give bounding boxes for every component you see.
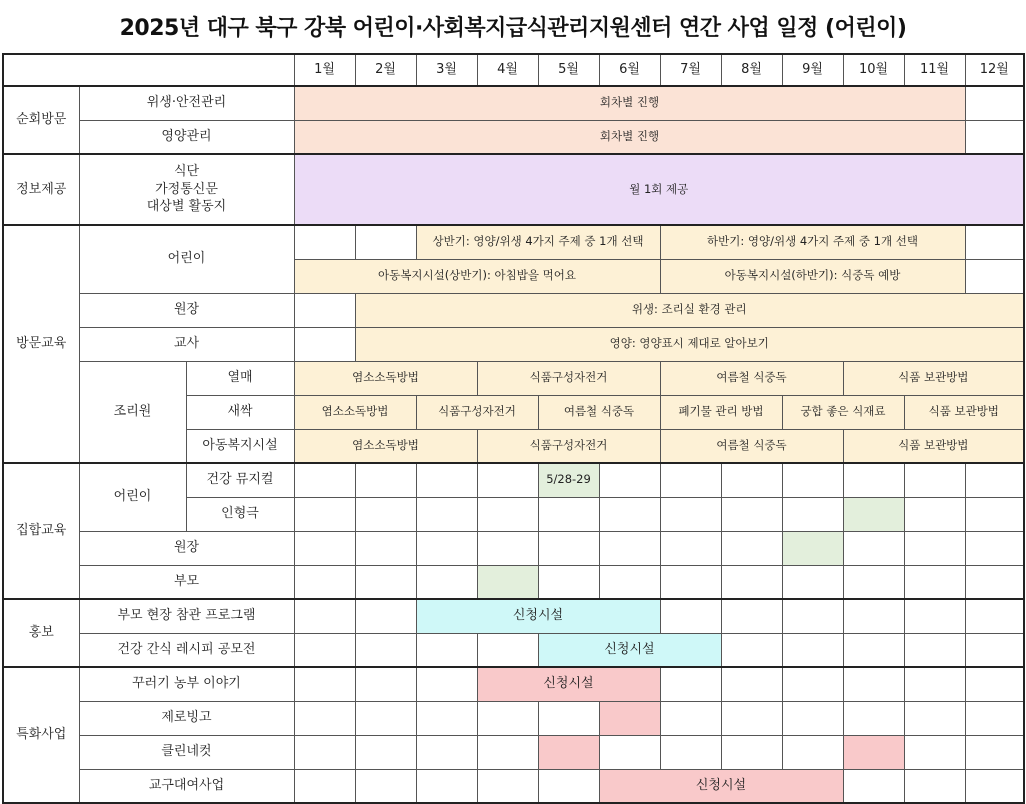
schedule-bar: 궁합 좋은 식재료 bbox=[782, 395, 904, 429]
row-label-lending: 교구대여사업 bbox=[79, 769, 294, 803]
empty-cell bbox=[294, 769, 355, 803]
month-header: 6월 bbox=[599, 54, 660, 86]
schedule-bar: 아동복지시설(하반기): 식중독 예방 bbox=[660, 259, 965, 293]
empty-cell bbox=[782, 463, 843, 497]
schedule-bar: 아동복지시설(상반기): 아침밥을 먹어요 bbox=[294, 259, 660, 293]
empty-cell bbox=[660, 463, 721, 497]
group-director-row bbox=[3, 531, 1024, 565]
empty-cell bbox=[355, 633, 416, 667]
schedule-mark bbox=[599, 701, 660, 735]
schedule-bar: 신청시설 bbox=[599, 769, 843, 803]
empty-cell bbox=[965, 599, 1024, 633]
row-label-musical: 건강 뮤지컬 bbox=[186, 463, 294, 497]
empty-cell bbox=[965, 463, 1024, 497]
category-promo: 홍보 bbox=[3, 599, 79, 667]
empty-cell bbox=[416, 565, 477, 599]
row-label-yeolmae: 열매 bbox=[186, 361, 294, 395]
empty-cell bbox=[599, 531, 660, 565]
empty-cell bbox=[965, 531, 1024, 565]
empty-cell bbox=[416, 735, 477, 769]
empty-cell bbox=[904, 531, 965, 565]
schedule-bar: 여름철 식중독 bbox=[660, 429, 843, 463]
row-label-saessak: 새싹 bbox=[186, 395, 294, 429]
empty-cell bbox=[416, 531, 477, 565]
month-header: 9월 bbox=[782, 54, 843, 86]
empty-cell bbox=[660, 599, 721, 633]
empty-cell bbox=[843, 599, 904, 633]
empty-cell bbox=[965, 633, 1024, 667]
schedule-bar: 회차별 진행 bbox=[294, 86, 965, 120]
schedule-bar: 폐기물 관리 방법 bbox=[660, 395, 782, 429]
empty-cell bbox=[782, 701, 843, 735]
special-farmer-row bbox=[3, 667, 1024, 701]
empty-cell bbox=[721, 701, 782, 735]
empty-cell bbox=[294, 599, 355, 633]
row-label-group-director: 원장 bbox=[79, 531, 294, 565]
special-clean-plate-row bbox=[3, 735, 1024, 769]
edu-children-row-1 bbox=[3, 225, 1024, 259]
empty-cell bbox=[538, 701, 599, 735]
empty-cell bbox=[416, 633, 477, 667]
visit-hygiene-row bbox=[3, 86, 1024, 120]
empty-cell bbox=[843, 463, 904, 497]
empty-cell bbox=[294, 225, 355, 259]
empty-cell bbox=[477, 463, 538, 497]
month-header: 4월 bbox=[477, 54, 538, 86]
empty-cell bbox=[538, 531, 599, 565]
empty-cell bbox=[538, 497, 599, 531]
schedule-mark bbox=[477, 565, 538, 599]
schedule-bar: 영양: 영양표시 제대로 알아보기 bbox=[355, 327, 1024, 361]
group-parents-row bbox=[3, 565, 1024, 599]
empty-cell bbox=[721, 667, 782, 701]
schedule-bar: 식품구성자전거 bbox=[477, 361, 660, 395]
visit-nutrition-row bbox=[3, 120, 1024, 154]
schedule-bar: 회차별 진행 bbox=[294, 120, 965, 154]
edu-cook-yeolmae-row bbox=[3, 361, 1024, 395]
empty-cell bbox=[355, 531, 416, 565]
schedule-mark: 5/28-29 bbox=[538, 463, 599, 497]
empty-cell bbox=[416, 667, 477, 701]
row-label-farmer: 꾸러기 농부 이야기 bbox=[79, 667, 294, 701]
empty-cell bbox=[294, 565, 355, 599]
empty-cell bbox=[782, 497, 843, 531]
row-label-hygiene: 위생·안전관리 bbox=[79, 86, 294, 120]
empty-cell bbox=[721, 599, 782, 633]
empty-cell bbox=[294, 293, 355, 327]
row-label-clean-plate: 클린네컷 bbox=[79, 735, 294, 769]
empty-cell bbox=[355, 599, 416, 633]
schedule-bar: 신청시설 bbox=[538, 633, 721, 667]
schedule-bar: 상반기: 영양/위생 4가지 주제 중 1개 선택 bbox=[416, 225, 660, 259]
schedule-bar: 위생: 조리실 환경 관리 bbox=[355, 293, 1024, 327]
category-group: 집합교육 bbox=[3, 463, 79, 599]
empty-cell bbox=[416, 701, 477, 735]
empty-cell bbox=[294, 531, 355, 565]
row-label-info-items bbox=[79, 154, 294, 225]
empty-cell bbox=[782, 633, 843, 667]
empty-cell bbox=[965, 86, 1024, 120]
empty-cell bbox=[843, 701, 904, 735]
empty-cell bbox=[965, 259, 1024, 293]
schedule-table bbox=[2, 53, 1025, 804]
empty-cell bbox=[355, 667, 416, 701]
special-lending-row bbox=[3, 769, 1024, 803]
category-edu: 방문교육 bbox=[3, 225, 79, 463]
schedule-bar: 염소소독방법 bbox=[294, 395, 416, 429]
empty-cell bbox=[599, 463, 660, 497]
header-blank bbox=[3, 54, 294, 86]
empty-cell bbox=[904, 633, 965, 667]
empty-cell bbox=[477, 769, 538, 803]
empty-cell bbox=[477, 633, 538, 667]
empty-cell bbox=[355, 565, 416, 599]
schedule-bar: 식품구성자전거 bbox=[477, 429, 660, 463]
schedule-bar: 신청시설 bbox=[416, 599, 660, 633]
category-visit: 순회방문 bbox=[3, 86, 79, 154]
category-special: 특화사업 bbox=[3, 667, 79, 803]
empty-cell bbox=[477, 531, 538, 565]
empty-cell bbox=[904, 667, 965, 701]
edu-director-row bbox=[3, 293, 1024, 327]
edu-teacher-row bbox=[3, 327, 1024, 361]
empty-cell bbox=[294, 701, 355, 735]
empty-cell bbox=[721, 531, 782, 565]
empty-cell bbox=[904, 701, 965, 735]
promo-visit-row bbox=[3, 599, 1024, 633]
empty-cell bbox=[904, 463, 965, 497]
empty-cell bbox=[965, 735, 1024, 769]
empty-cell bbox=[965, 120, 1024, 154]
empty-cell bbox=[294, 735, 355, 769]
month-header: 8월 bbox=[721, 54, 782, 86]
empty-cell bbox=[294, 463, 355, 497]
empty-cell bbox=[904, 497, 965, 531]
empty-cell bbox=[538, 565, 599, 599]
empty-cell bbox=[843, 565, 904, 599]
month-header: 1월 bbox=[294, 54, 355, 86]
schedule-bar: 염소소독방법 bbox=[294, 361, 477, 395]
row-label-group-children: 어린이 bbox=[79, 463, 186, 531]
empty-cell bbox=[599, 735, 660, 769]
empty-cell bbox=[965, 497, 1024, 531]
empty-cell bbox=[416, 769, 477, 803]
empty-cell bbox=[660, 735, 721, 769]
group-musical-row bbox=[3, 463, 1024, 497]
empty-cell bbox=[355, 497, 416, 531]
schedule-bar: 식품 보관방법 bbox=[904, 395, 1024, 429]
info-item: 대상별 활동지 bbox=[146, 199, 227, 215]
empty-cell bbox=[721, 463, 782, 497]
special-zero-bingo-row bbox=[3, 701, 1024, 735]
row-label-visit-program: 부모 현장 참관 프로그램 bbox=[79, 599, 294, 633]
info-item: 식단 bbox=[173, 164, 200, 180]
empty-cell bbox=[904, 769, 965, 803]
empty-cell bbox=[843, 531, 904, 565]
empty-cell bbox=[599, 565, 660, 599]
schedule-bar: 월 1회 제공 bbox=[294, 154, 1024, 225]
month-header-row bbox=[3, 54, 1024, 86]
empty-cell bbox=[477, 497, 538, 531]
empty-cell bbox=[965, 769, 1024, 803]
empty-cell bbox=[599, 497, 660, 531]
category-info: 정보제공 bbox=[3, 154, 79, 225]
empty-cell bbox=[660, 565, 721, 599]
empty-cell bbox=[416, 497, 477, 531]
month-header: 12월 bbox=[965, 54, 1024, 86]
month-header: 10월 bbox=[843, 54, 904, 86]
empty-cell bbox=[660, 701, 721, 735]
schedule-bar: 여름철 식중독 bbox=[660, 361, 843, 395]
empty-cell bbox=[355, 735, 416, 769]
row-label-recipe-contest: 건강 간식 레시피 공모전 bbox=[79, 633, 294, 667]
empty-cell bbox=[721, 565, 782, 599]
page-title: 2025년 대구 북구 강북 어린이·사회복지급식관리지원센터 연간 사업 일정 (어린이) bbox=[119, 15, 907, 41]
row-label-edu-children: 어린이 bbox=[79, 225, 294, 293]
empty-cell bbox=[782, 599, 843, 633]
schedule-bar: 식품구성자전거 bbox=[416, 395, 538, 429]
empty-cell bbox=[721, 735, 782, 769]
schedule-bar: 식품 보관방법 bbox=[843, 361, 1024, 395]
info-item: 가정통신문 bbox=[155, 181, 218, 197]
empty-cell bbox=[782, 735, 843, 769]
empty-cell bbox=[782, 565, 843, 599]
row-label-group-parents: 부모 bbox=[79, 565, 294, 599]
row-label-welfare: 아동복지시설 bbox=[186, 429, 294, 463]
empty-cell bbox=[538, 769, 599, 803]
empty-cell bbox=[904, 599, 965, 633]
empty-cell bbox=[416, 463, 477, 497]
empty-cell bbox=[355, 769, 416, 803]
empty-cell bbox=[660, 667, 721, 701]
empty-cell bbox=[294, 667, 355, 701]
empty-cell bbox=[965, 225, 1024, 259]
empty-cell bbox=[294, 497, 355, 531]
row-label-zero-bingo: 제로빙고 bbox=[79, 701, 294, 735]
empty-cell bbox=[965, 701, 1024, 735]
empty-cell bbox=[355, 463, 416, 497]
schedule-mark bbox=[843, 497, 904, 531]
empty-cell bbox=[904, 735, 965, 769]
row-label-nutrition: 영양관리 bbox=[79, 120, 294, 154]
schedule-bar: 염소소독방법 bbox=[294, 429, 477, 463]
empty-cell bbox=[294, 327, 355, 361]
schedule-mark bbox=[538, 735, 599, 769]
row-label-edu-teacher: 교사 bbox=[79, 327, 294, 361]
row-label-edu-cook: 조리원 bbox=[79, 361, 186, 463]
schedule-bar: 하반기: 영양/위생 4가지 주제 중 1개 선택 bbox=[660, 225, 965, 259]
month-header: 3월 bbox=[416, 54, 477, 86]
empty-cell bbox=[660, 531, 721, 565]
info-row bbox=[3, 154, 1024, 225]
empty-cell bbox=[721, 633, 782, 667]
empty-cell bbox=[477, 701, 538, 735]
empty-cell bbox=[965, 667, 1024, 701]
empty-cell bbox=[843, 633, 904, 667]
empty-cell bbox=[477, 735, 538, 769]
month-header: 5월 bbox=[538, 54, 599, 86]
row-label-edu-director: 원장 bbox=[79, 293, 294, 327]
schedule-mark bbox=[843, 735, 904, 769]
schedule-bar: 식품 보관방법 bbox=[843, 429, 1024, 463]
schedule-bar: 신청시설 bbox=[477, 667, 660, 701]
empty-cell bbox=[660, 497, 721, 531]
empty-cell bbox=[721, 497, 782, 531]
empty-cell bbox=[965, 565, 1024, 599]
month-header: 2월 bbox=[355, 54, 416, 86]
schedule-bar: 여름철 식중독 bbox=[538, 395, 660, 429]
month-header: 7월 bbox=[660, 54, 721, 86]
empty-cell bbox=[904, 565, 965, 599]
promo-recipe-row bbox=[3, 633, 1024, 667]
empty-cell bbox=[843, 769, 904, 803]
month-header: 11월 bbox=[904, 54, 965, 86]
empty-cell bbox=[843, 667, 904, 701]
schedule-mark bbox=[782, 531, 843, 565]
empty-cell bbox=[782, 667, 843, 701]
empty-cell bbox=[355, 701, 416, 735]
empty-cell bbox=[294, 633, 355, 667]
empty-cell bbox=[355, 225, 416, 259]
row-label-puppet: 인형극 bbox=[186, 497, 294, 531]
